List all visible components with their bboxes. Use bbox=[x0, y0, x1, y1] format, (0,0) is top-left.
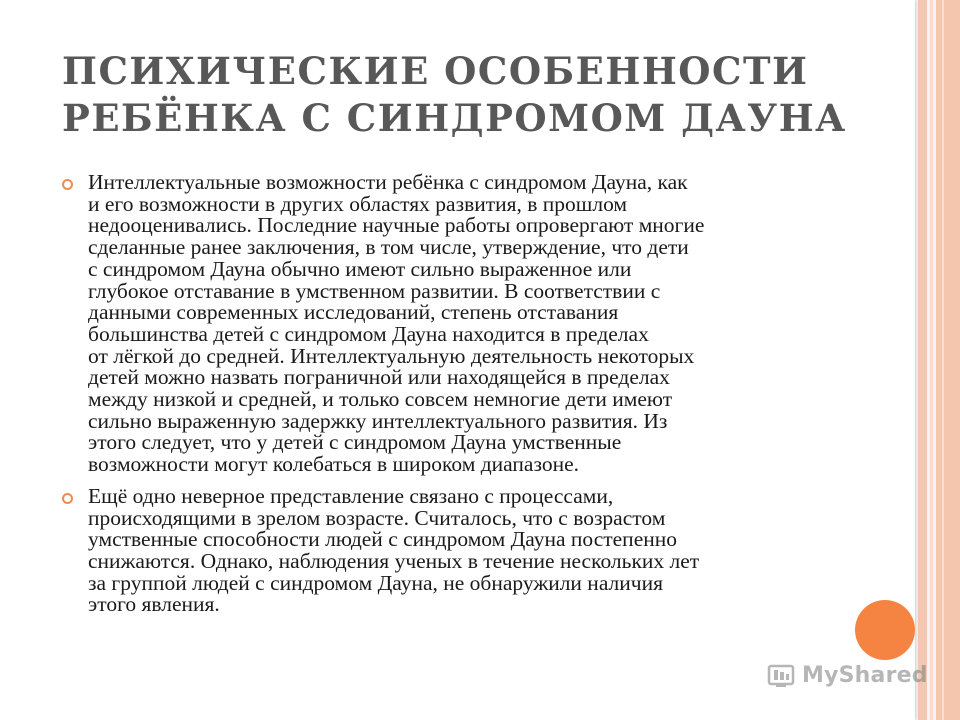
text-line: Ещё одно неверное представление связано с процессами, bbox=[88, 483, 614, 508]
text-line: большинства детей с синдромом Дауна находится в пределах bbox=[88, 321, 649, 346]
text-line: умственные способности людей с синдромом Дауна постепенно bbox=[88, 527, 677, 552]
text-line: глубокое отставание в умственном развитии. В соответствии с bbox=[88, 278, 661, 303]
text-line: данными современных исследований, степень отставания bbox=[88, 300, 619, 325]
bullet-paragraph bbox=[62, 483, 837, 617]
slide-title-line: РЕБЁНКА С СИНДРОМОМ ДАУНА bbox=[62, 96, 847, 140]
text-line: возможности могут колебаться в широком диапазоне. bbox=[88, 452, 580, 477]
text-line: сильно выраженную задержку интеллектуального развития. Из bbox=[88, 408, 668, 433]
bullet-circle-icon bbox=[62, 493, 73, 504]
bullet-paragraph bbox=[62, 172, 837, 476]
decorative-stripe bbox=[918, 0, 927, 720]
text-line: между низкой и средней, и только совсем немногие дети имеют bbox=[88, 387, 673, 412]
text-line: за группой людей с синдромом Дауна, не обнаружили наличия bbox=[88, 570, 663, 595]
slide-title-line: ПСИХИЧЕСКИЕ ОСОБЕННОСТИ bbox=[62, 49, 809, 93]
text-line: сделанные ранее заключения, в том числе, утверждение, что дети bbox=[88, 235, 689, 260]
text-line: детей можно назвать пограничной или находящейся в пределах bbox=[88, 365, 670, 390]
slide-body bbox=[62, 172, 837, 626]
text-line: снижаются. Однако, наблюдения ученых в течение нескольких лет bbox=[88, 548, 700, 573]
text-line: и его возможности в других областях развития, в прошлом bbox=[88, 191, 628, 216]
slide-title bbox=[62, 48, 882, 142]
text-line: от лёгкой до средней. Интеллектуальную деятельность некоторых bbox=[88, 343, 695, 368]
myshared-watermark[interactable] bbox=[766, 655, 928, 695]
text-line: этого следует, что у детей с синдромом Дауна умственные bbox=[88, 430, 622, 455]
myshared-logo-icon bbox=[766, 660, 796, 690]
text-line: Интеллектуальные возможности ребёнка с синдромом Дауна, как bbox=[88, 170, 688, 194]
text-line: с синдромом Дауна обычно имеют сильно выраженное или bbox=[88, 256, 632, 281]
myshared-watermark-text: MyShared bbox=[802, 662, 928, 688]
text-line: недооценивались. Последние научные работы опровергают многие bbox=[88, 213, 705, 238]
decorative-stripe bbox=[942, 0, 944, 720]
decorative-stripe bbox=[930, 0, 933, 720]
text-line: этого явления. bbox=[88, 592, 220, 617]
decorative-orange-circle bbox=[855, 600, 915, 660]
decorative-stripe bbox=[936, 0, 960, 720]
bullet-circle-icon bbox=[62, 179, 73, 190]
text-line: происходящими в зрелом возрасте. Считалось, что с возрастом bbox=[88, 505, 666, 530]
